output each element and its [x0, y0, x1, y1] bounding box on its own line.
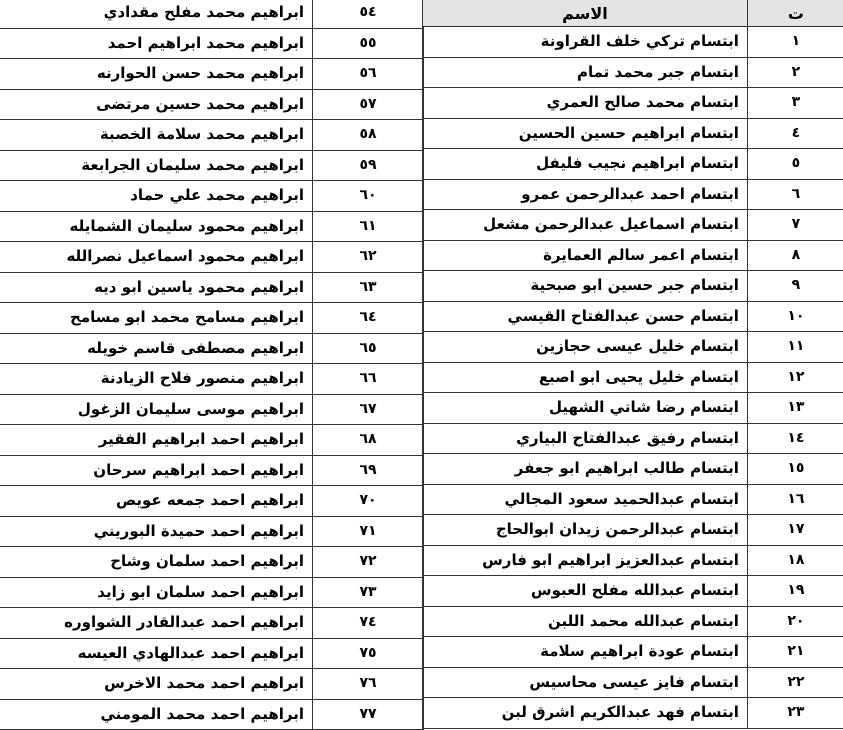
row-number: ٧١: [313, 516, 424, 547]
row-name: ابتسام خليل يحيى ابو اصبع: [423, 362, 748, 393]
row-name: ابتسام محمد صالح العمري: [423, 88, 748, 119]
row-number: ٦٠: [313, 181, 424, 212]
table-row: [0, 28, 424, 59]
table-row: [423, 362, 843, 393]
row-number: ١٥: [747, 454, 843, 485]
row-name: ابراهيم احمد سلمان وشاح: [0, 547, 313, 578]
row-number: ٥٥: [313, 28, 424, 59]
row-name: ابراهيم محمود اسماعيل نصرالله: [0, 242, 313, 273]
table-row: [0, 638, 424, 669]
row-name: ابتسام عودة ابراهيم سلامة: [423, 637, 748, 668]
row-number: ٧٥: [313, 638, 424, 669]
row-number: ١: [747, 27, 843, 58]
row-number: ٦٦: [313, 364, 424, 395]
table-row: [423, 271, 843, 302]
table-row: [0, 455, 424, 486]
table-row: [423, 88, 843, 119]
row-name: ابتسام طالب ابراهيم ابو جعفر: [423, 454, 748, 485]
row-number: ٥٦: [313, 59, 424, 90]
table-row: [423, 423, 843, 454]
table-row: [423, 332, 843, 363]
table-row: [423, 484, 843, 515]
table-row: [423, 301, 843, 332]
row-name: ابراهيم محمد سليمان الجرابعة: [0, 150, 313, 181]
table-row: [423, 393, 843, 424]
header-number: ت: [747, 0, 843, 27]
row-number: ٦: [747, 179, 843, 210]
right-table-header: [423, 0, 843, 27]
table-row: [0, 364, 424, 395]
row-name: ابراهيم محمد حسين مرتضى: [0, 89, 313, 120]
table-row: [0, 547, 424, 578]
table-row: [423, 57, 843, 88]
row-number: ٦٥: [313, 333, 424, 364]
row-name: ابتسام فهد عبدالكريم اشرق لبن: [423, 698, 748, 729]
row-number: ١١: [747, 332, 843, 363]
row-name: ابراهيم محمد علي حماد: [0, 181, 313, 212]
table-row: [423, 545, 843, 576]
table-row: [0, 486, 424, 517]
row-name: ابتسام رفيق عبدالفتاح البياري: [423, 423, 748, 454]
row-name: ابراهيم محمد سلامة الخصبة: [0, 120, 313, 151]
row-name: ابراهيم احمد حميدة البوريني: [0, 516, 313, 547]
header-row: [423, 0, 843, 27]
row-number: ٧٦: [313, 669, 424, 700]
table-row: [0, 333, 424, 364]
row-number: ١٦: [747, 484, 843, 515]
row-name: ابراهيم احمد جمعه عويص: [0, 486, 313, 517]
row-number: ١٤: [747, 423, 843, 454]
table-row: [0, 211, 424, 242]
table-row: [0, 59, 424, 90]
row-number: ٢: [747, 57, 843, 88]
row-name: ابراهيم محمد ابراهيم احمد: [0, 28, 313, 59]
row-number: ٦٣: [313, 272, 424, 303]
row-name: ابراهيم محمود سليمان الشمايله: [0, 211, 313, 242]
row-name: ابتسام عبدالعزيز ابراهيم ابو فارس: [423, 545, 748, 576]
row-name: ابتسام جبر حسين ابو صبحية: [423, 271, 748, 302]
table-row: [423, 576, 843, 607]
row-name: ابراهيم احمد محمد الاخرس: [0, 669, 313, 700]
row-number: ٥: [747, 149, 843, 180]
row-number: ٢١: [747, 637, 843, 668]
row-name: ابراهيم احمد سلمان ابو زايد: [0, 577, 313, 608]
row-number: ٣: [747, 88, 843, 119]
right-table-body: [423, 27, 843, 729]
row-name: ابتسام عبدالله محمد اللبن: [423, 606, 748, 637]
row-number: ١٣: [747, 393, 843, 424]
table-row: [0, 150, 424, 181]
row-name: ابراهيم محمد حسن الحوارنه: [0, 59, 313, 90]
row-number: ٧٧: [313, 699, 424, 730]
row-number: ٢٣: [747, 698, 843, 729]
row-number: ٤: [747, 118, 843, 149]
row-number: ٦٨: [313, 425, 424, 456]
table-row: [0, 577, 424, 608]
table-row: [423, 606, 843, 637]
row-number: ٧٤: [313, 608, 424, 639]
row-name: ابتسام عبدالرحمن زيدان ابوالحاج: [423, 515, 748, 546]
right-name-table: [422, 0, 843, 729]
table-row: [423, 637, 843, 668]
row-number: ٦٢: [313, 242, 424, 273]
row-number: ١٩: [747, 576, 843, 607]
table-row: [423, 515, 843, 546]
table-row: [0, 516, 424, 547]
row-number: ٥٨: [313, 120, 424, 151]
row-number: ٦١: [313, 211, 424, 242]
row-number: ٢٠: [747, 606, 843, 637]
row-number: ٥٧: [313, 89, 424, 120]
row-name: ابراهيم محمود ياسين ابو ديه: [0, 272, 313, 303]
row-name: ابتسام رضا شاتي الشهيل: [423, 393, 748, 424]
row-number: ٧٠: [313, 486, 424, 517]
row-name: ابراهيم محمد مفلح مقدادي: [0, 0, 313, 28]
table-row: [0, 272, 424, 303]
row-name: ابراهيم احمد عبدالقادر الشواوره: [0, 608, 313, 639]
table-row: [0, 89, 424, 120]
table-row: [0, 303, 424, 334]
row-name: ابراهيم احمد ابراهيم سرحان: [0, 455, 313, 486]
table-row: [0, 669, 424, 700]
row-name: ابتسام احمد عبدالرحمن عمرو: [423, 179, 748, 210]
table-row: [423, 179, 843, 210]
row-name: ابراهيم موسى سليمان الزغول: [0, 394, 313, 425]
row-name: ابراهيم منصور فلاح الزيادنة: [0, 364, 313, 395]
row-name: ابتسام تركي خلف القراونة: [423, 27, 748, 58]
table-row: [423, 149, 843, 180]
row-number: ٧٢: [313, 547, 424, 578]
row-number: ٥٩: [313, 150, 424, 181]
row-number: ٥٤: [313, 0, 424, 28]
row-name: ابراهيم مصطفى قاسم خويله: [0, 333, 313, 364]
row-number: ٧: [747, 210, 843, 241]
row-name: ابتسام فايز عيسى محاسيس: [423, 667, 748, 698]
table-row: [0, 181, 424, 212]
table-row: [0, 120, 424, 151]
row-number: ١٠: [747, 301, 843, 332]
row-number: ٨: [747, 240, 843, 271]
row-name: ابتسام حسن عبدالفتاح القيسي: [423, 301, 748, 332]
table-row: [0, 394, 424, 425]
header-name: الاسم: [423, 0, 748, 27]
row-name: ابتسام ابراهيم نجيب فليفل: [423, 149, 748, 180]
row-name: ابتسام ابراهيم حسين الحسين: [423, 118, 748, 149]
row-number: ١٢: [747, 362, 843, 393]
table-row: [423, 27, 843, 58]
table-row: [0, 608, 424, 639]
row-number: ٩: [747, 271, 843, 302]
row-name: ابتسام خليل عيسى حجازين: [423, 332, 748, 363]
row-number: ٦٤: [313, 303, 424, 334]
table-row: [423, 118, 843, 149]
table-row: [423, 667, 843, 698]
row-name: ابتسام عبدالحميد سعود المجالي: [423, 484, 748, 515]
row-number: ٦٩: [313, 455, 424, 486]
table-row: [423, 240, 843, 271]
table-row: [0, 699, 424, 730]
row-name: ابتسام جبر محمد تمام: [423, 57, 748, 88]
row-name: ابتسام اعمر سالم العمايرة: [423, 240, 748, 271]
row-number: ١٨: [747, 545, 843, 576]
row-name: ابتسام اسماعيل عبدالرحمن مشعل: [423, 210, 748, 241]
row-number: ١٧: [747, 515, 843, 546]
table-row: [423, 454, 843, 485]
row-number: ٧٣: [313, 577, 424, 608]
row-number: ٢٢: [747, 667, 843, 698]
table-row: [0, 242, 424, 273]
table-row: [0, 425, 424, 456]
row-number: ٦٧: [313, 394, 424, 425]
row-name: ابتسام عبدالله مفلح العبوس: [423, 576, 748, 607]
table-row: [0, 0, 424, 28]
row-name: ابراهيم احمد محمد المومني: [0, 699, 313, 730]
row-name: ابراهيم احمد عبدالهادي العيسه: [0, 638, 313, 669]
row-name: ابراهيم مسامح محمد ابو مسامح: [0, 303, 313, 334]
row-name: ابراهيم احمد ابراهيم الفقير: [0, 425, 313, 456]
table-row: [423, 210, 843, 241]
